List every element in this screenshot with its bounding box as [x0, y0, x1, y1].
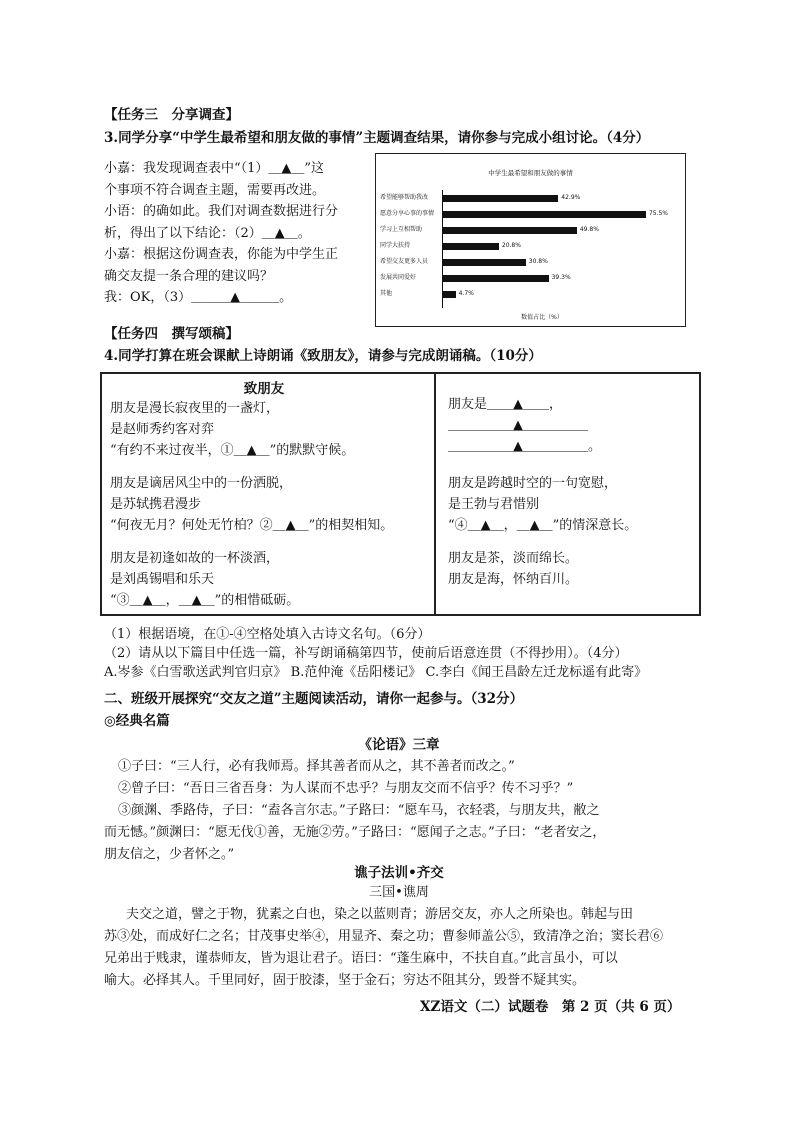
chart-bar	[443, 211, 646, 218]
poem-line: 是赵师秀约客对弈	[110, 422, 215, 437]
poem-top-border	[100, 372, 700, 374]
qiaozi-title: 谯子法训•齐交	[354, 865, 444, 881]
task3-dialog	[104, 160, 374, 311]
poem-bottom-border	[100, 614, 700, 616]
task4-options: A.岑参《白雪歌送武判官归京》 B.范仲淹《岳阳楼记》 C.李白《闻王昌龄左迁龙标遥有此寄》	[104, 665, 648, 680]
dialog-line: 析，得出了以下结论：（2）＿▲＿。	[104, 225, 311, 241]
dialog-line: 我：OK，（3）＿＿＿▲＿＿＿。	[104, 290, 293, 305]
poem-right-border	[699, 372, 701, 616]
poem-divider	[434, 372, 436, 616]
task4-q2: （2）请从以下篇目中任选一篇，补写朗诵稿第四节，使前后语意连贯（不得抄用）。（4分）	[104, 646, 628, 661]
chart-value-label: 42.9%	[561, 194, 581, 201]
poem-line: “有约不来过夜半，①＿▲＿”的默默守候。	[110, 443, 355, 458]
chart-title: 中学生最希望和朋友做的事情	[488, 169, 573, 177]
poem-line: 朋友是漫长寂夜里的一盏灯，	[110, 401, 280, 416]
poem-line: “④＿▲＿，＿▲＿”的情深意长。	[448, 518, 638, 533]
dialog-line: 确交友提一条合理的建议吗？	[104, 268, 274, 284]
chart-bar	[443, 291, 456, 298]
poem-left-border	[100, 372, 102, 616]
poem-line: 朋友是谪居风尘中的一份洒脱，	[110, 476, 293, 491]
chart-bar	[443, 275, 549, 282]
poem-right-column	[448, 396, 637, 592]
chart-xlabel: 数值占比（%）	[521, 314, 563, 321]
qiaozi-line: 夫交之道，譬之于物，犹素之白也，染之以蓝则青；游居交友，亦人之所染也。韩起与田	[126, 907, 634, 922]
chart-bar	[443, 243, 499, 250]
lunyu-line: 朋友信之，少者怀之。”	[104, 847, 235, 862]
chart-value-label: 20.8%	[501, 242, 521, 249]
task3-heading: 【任务三 分享调查】	[104, 107, 239, 123]
survey-chart	[375, 153, 686, 327]
lunyu-title: 《论语》三章	[358, 737, 440, 753]
dialog-line: 小嘉：我发现调查表中“（1）＿▲＿”这	[104, 161, 325, 176]
poem-line: 朋友是茶，淡而绵长。	[448, 551, 579, 566]
qiaozi-line: 兄弟出于贱隶，谨恭师友，皆为退让君子。语曰：“蓬生麻中，不扶自直。”此言虽小，可以	[104, 951, 618, 966]
qiaozi-author: 三国•谯周	[369, 885, 429, 900]
poem-line: 朋友是初逢如故的一杯淡酒，	[110, 551, 280, 566]
lunyu-line: 而无憾。”颜渊曰：“愿无伐①善，无施②劳。”子路曰：“愿闻子之志。”子曰：“老者安之，	[104, 825, 606, 840]
lunyu-line: ②曾子曰：“吾日三省吾身：为人谋而不忠乎？与朋友交而不信乎？传不习乎？”	[118, 781, 574, 796]
qiaozi-text	[104, 906, 694, 994]
poem-line: 朋友是＿＿▲＿＿，	[448, 397, 562, 412]
part2-heading: 二、班级开展探究“交友之道”主题阅读活动，请你一起参与。（32分）	[104, 691, 524, 707]
chart-bar	[443, 259, 526, 266]
lunyu-line: ①子曰：“三人行，必有我师焉。择其善者而从之，其不善者而改之。”	[118, 759, 515, 774]
part2-sub: ◎经典名篇	[104, 713, 170, 729]
dialog-line: 小嘉：根据这份调查表，你能为中学生正	[104, 247, 339, 262]
poem-line: 是王勃与君惜别	[448, 497, 540, 512]
lunyu-line: ③颜渊、季路侍，子曰：“盍各言尔志。”子路曰：“愿车马，衣轻裘，与朋友共，敝之	[118, 803, 600, 818]
poem-line: “何夜无月？何处无竹柏？②＿▲＿”的相契相知。	[110, 518, 394, 533]
poem-line: ＿＿＿＿＿▲＿＿＿＿＿。	[448, 439, 601, 454]
chart-category-label: 希望能够帮助我改	[380, 194, 429, 201]
poem-line: ＿＿＿＿＿▲＿＿＿＿＿	[448, 418, 588, 433]
lunyu-text	[104, 758, 694, 868]
poem-line: 朋友是海，怀纳百川。	[448, 572, 579, 587]
chart-category-label: 愿意分享心事的事情	[380, 210, 435, 217]
task3-question: 3.同学分享“中学生最希望和朋友做的事情”主题调查结果，请你参与完成小组讨论。（4分）	[104, 130, 650, 146]
poem-line: 是刘禹锡唱和乐天	[110, 572, 215, 587]
chart-category-label: 发展共同爱好	[380, 274, 417, 281]
poem-line: 是苏轼携君漫步	[110, 497, 202, 512]
page-footer: XZ语文（二）试题卷 第 2 页（共 6 页）	[420, 999, 681, 1015]
task4-heading: 【任务四 撰写颂稿】	[104, 326, 239, 342]
dialog-line: 个事项不符合调查主题，需要再改进。	[104, 182, 326, 198]
poem-line: “③＿▲＿，＿▲＿”的相惜砥砺。	[110, 593, 300, 608]
chart-category-label: 其他	[380, 290, 393, 297]
chart-value-label: 30.8%	[528, 258, 548, 265]
chart-category-label: 同学大扶持	[380, 242, 411, 249]
chart-value-label: 75.5%	[648, 210, 668, 217]
task4-q1: （1）根据语境，在①-④空格处填入古诗文名句。（6分）	[104, 627, 431, 642]
chart-value-label: 4.7%	[458, 290, 474, 297]
qiaozi-line: 喻大。必择其人。千里同好，固于胶漆，坚于金石；穷达不阻其分，毁誉不疑其实。	[104, 973, 586, 988]
dialog-line: 小语：的确如此。我们对调查数据进行分	[104, 204, 339, 219]
task4-question: 4.同学打算在班会课献上诗朗诵《致朋友》，请参与完成朗诵稿。（10分）	[104, 348, 542, 364]
chart-category-label: 学习上互相帮助	[380, 226, 423, 233]
chart-category-label: 希望交友更多人员	[380, 258, 429, 265]
chart-value-label: 49.8%	[579, 226, 599, 233]
qiaozi-line: 苏③处，而成好仁之名；甘茂事史举④，用显齐、秦之功；曹参师盖公⑤，致清净之治；窦长君⑥	[104, 929, 664, 944]
poem-line: 朋友是跨越时空的一句宽慰，	[448, 476, 618, 491]
chart-bar	[443, 227, 577, 234]
poem-left-column	[110, 400, 393, 613]
poem-title: 致朋友	[243, 381, 285, 397]
chart-bar	[443, 195, 558, 202]
chart-value-label: 39.3%	[551, 274, 571, 281]
